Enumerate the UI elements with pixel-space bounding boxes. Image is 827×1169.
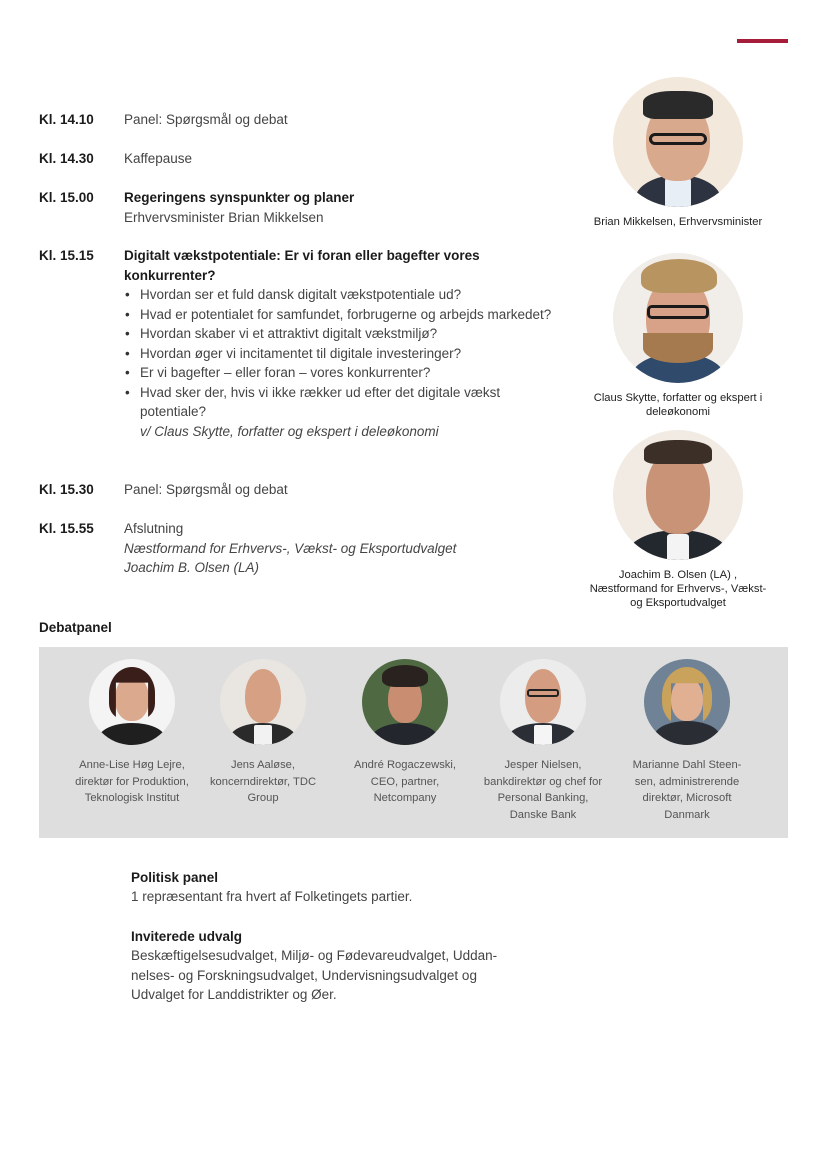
section-text: Beskæftigelsesudvalget, Miljø- og Fødevareudvalget, Uddan- nelses- og Forskningsudvalget, Undervisningsudvalget og Udvalget for Landdistrikter og Øer. — [131, 948, 498, 1002]
list-item: • Er vi bagefter – eller foran – vores konkurrenter? — [124, 363, 559, 383]
section-title: Inviterede udvalg — [131, 929, 243, 944]
panelist-caption: Marianne Dahl Steen- sen, administrerende direktør, Microsoft Danmark — [632, 759, 742, 821]
section-text: 1 repræsentant fra hvert af Folketingets partier. — [131, 889, 413, 904]
agenda-time: Kl. 15.00 — [39, 190, 94, 205]
panelist-caption: Jens Aaløse, koncerndirektør, TDC Group — [209, 759, 317, 804]
list-item: • Hvordan skaber vi et attraktivt digitalt vækstmiljø? — [124, 324, 559, 344]
agenda-item — [39, 246, 559, 480]
agenda-item — [39, 110, 559, 149]
agenda-title: Digitalt vækstpotentiale: Er vi foran eller bagefter vores konkurrenter? — [124, 248, 480, 283]
section-heading: Debatpanel — [39, 620, 112, 635]
agenda-time: Kl. 15.15 — [39, 248, 94, 263]
debatpanel-box — [39, 647, 788, 838]
portrait-photo — [613, 77, 743, 207]
portrait-photo — [613, 253, 743, 383]
agenda-italic-text: Joachim B. Olsen (LA) — [124, 560, 260, 575]
section-title: Politisk panel — [131, 870, 219, 885]
agenda-text: Panel: Spørgsmål og debat — [124, 112, 288, 127]
panelist — [478, 659, 608, 823]
portrait-photo — [613, 430, 743, 560]
agenda-italic-text: Næstformand for Erhvervs-, Vækst- og Eksportudvalget — [124, 540, 457, 556]
accent-bar — [737, 39, 788, 43]
agenda — [39, 110, 559, 578]
agenda-item — [39, 519, 559, 578]
agenda-time: Kl. 15.30 — [39, 482, 94, 497]
portrait-claus — [587, 253, 769, 419]
panelist — [198, 659, 328, 807]
inviterede-udvalg-section — [131, 927, 501, 1005]
speaker-note: v/ Claus Skytte, forfatter og ekspert i deleøkonomi — [140, 423, 439, 439]
panelist-caption: André Rogaczewski, CEO, partner, Netcompany — [354, 759, 456, 804]
portrait-caption: Brian Mikkelsen, Erhvervsminister — [593, 216, 763, 228]
agenda-text: Kaffepause — [124, 151, 193, 166]
list-item: • Hvad sker der, hvis vi ikke rækker ud efter det digitale vækst potentiale? — [124, 383, 559, 422]
agenda-title: Regeringens synspunkter og planer — [124, 190, 355, 205]
panelist-photo — [644, 659, 730, 745]
portrait-brian — [587, 77, 769, 229]
politisk-panel-section — [131, 868, 511, 907]
panelist — [340, 659, 470, 807]
panelist-photo — [362, 659, 448, 745]
agenda-text: Afslutning — [124, 521, 184, 536]
panelist-photo — [500, 659, 586, 745]
agenda-time: Kl. 14.30 — [39, 151, 94, 166]
panelist-photo — [89, 659, 175, 745]
agenda-time: Kl. 14.10 — [39, 112, 94, 127]
list-item: • Hvad er potentialet for samfundet, forbrugerne og arbejds markedet? — [124, 305, 559, 325]
portrait-caption: Joachim B. Olsen (LA) , Næstformand for Erhvervs-, Vækst- og Eksportudvalget — [589, 569, 767, 609]
agenda-time: Kl. 15.55 — [39, 521, 94, 536]
panelist-caption: Jesper Nielsen, bankdirektør og chef for Personal Banking, Danske Bank — [483, 759, 603, 821]
agenda-item — [39, 188, 559, 246]
agenda-text: Panel: Spørgsmål og debat — [124, 482, 288, 497]
portrait-caption: Claus Skytte, forfatter og ekspert i deleøkonomi — [593, 392, 763, 418]
panelist — [622, 659, 752, 823]
panelist-caption: Anne-Lise Høg Lejre, direktør for Produktion, Teknologisk Institut — [75, 759, 189, 804]
agenda-item — [39, 149, 559, 188]
list-item: • Hvordan øger vi incitamentet til digitale investeringer? — [124, 344, 559, 364]
panelist-photo — [220, 659, 306, 745]
agenda-text: Erhvervsminister Brian Mikkelsen — [124, 209, 324, 225]
list-item: • Hvordan ser et fuld dansk digitalt vækstpotentiale ud? — [124, 285, 559, 305]
bullet-list — [124, 285, 559, 422]
panelist — [67, 659, 197, 807]
agenda-item — [39, 480, 559, 519]
portrait-joachim — [587, 430, 769, 610]
